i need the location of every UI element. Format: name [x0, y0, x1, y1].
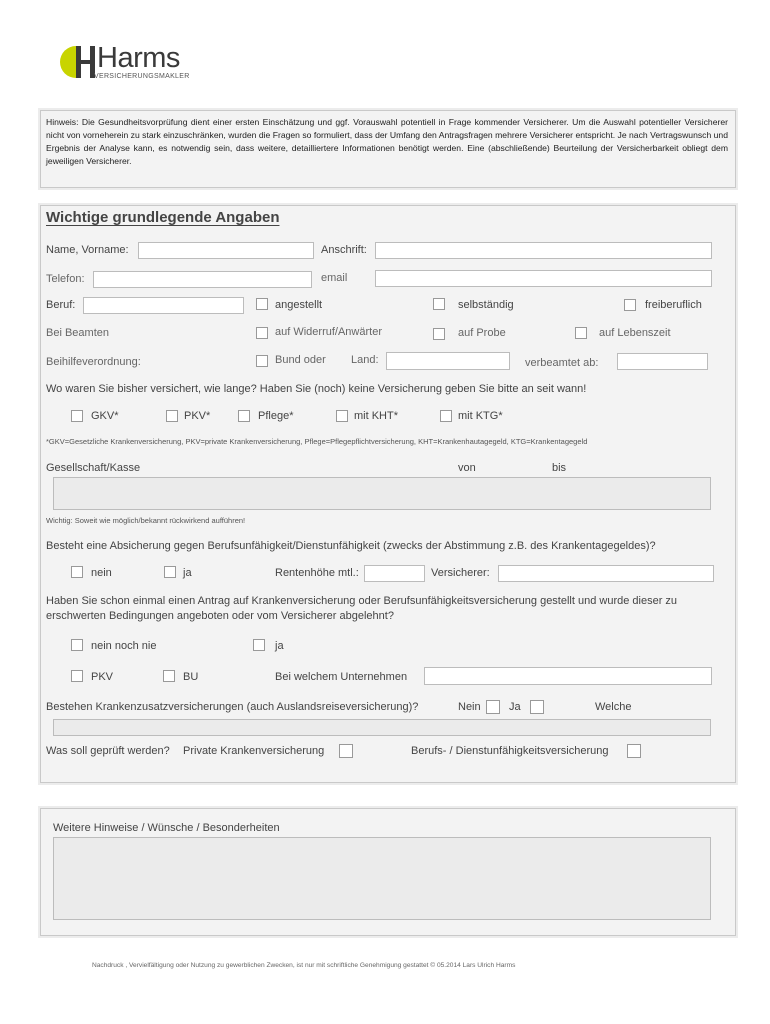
name-field[interactable] [138, 242, 314, 259]
bu-no-checkbox[interactable] [71, 566, 83, 578]
revocable-label: auf Widerruf/Anwärter [275, 326, 382, 338]
application-yes-checkbox[interactable] [253, 639, 265, 651]
insurer-label: Versicherer: [431, 567, 490, 579]
notes-field[interactable] [53, 837, 711, 920]
bu-yes-checkbox[interactable] [164, 566, 176, 578]
probation-checkbox[interactable] [433, 328, 445, 340]
aid-regulation-label: Beihilfeverordnung: [46, 356, 141, 368]
application-pkv-checkbox[interactable] [71, 670, 83, 682]
logo-name: Harms [97, 42, 180, 74]
federal-checkbox[interactable] [256, 355, 268, 367]
supplementary-yes-checkbox[interactable] [530, 700, 544, 714]
phone-field[interactable] [93, 271, 312, 288]
company-label: Gesellschaft/Kasse [46, 462, 141, 474]
kht-label: mit KHT* [354, 410, 398, 422]
care-label: Pflege* [258, 410, 294, 422]
care-checkbox[interactable] [238, 410, 250, 422]
application-yes-label: ja [275, 640, 284, 652]
freelance-checkbox[interactable] [624, 299, 636, 311]
freelance-label: freiberuflich [645, 299, 702, 311]
bu-question: Besteht eine Absicherung gegen Berufsunfähigkeit/Dienstunfähigkeit (zwecks der Abstimmung z.B. des Krankentagegeldes)? [46, 540, 656, 552]
harms-logo-icon [60, 44, 96, 80]
ktg-checkbox[interactable] [440, 410, 452, 422]
pkv-checkbox[interactable] [166, 410, 178, 422]
which-label: Welche [595, 701, 632, 713]
notes-title: Weitere Hinweise / Wünsche / Besonderheiten [53, 822, 280, 834]
pension-label: Rentenhöhe mtl.: [275, 567, 359, 579]
from-label: von [458, 462, 476, 474]
civil-servants-label: Bei Beamten [46, 327, 109, 339]
state-field[interactable] [386, 352, 510, 370]
employed-label: angestellt [275, 299, 323, 311]
ktg-label: mit KTG* [458, 410, 503, 422]
email-label: email [321, 272, 348, 284]
revocable-checkbox[interactable] [256, 327, 268, 339]
supplementary-no-checkbox[interactable] [486, 700, 500, 714]
never-checkbox[interactable] [71, 639, 83, 651]
application-bu-label: BU [183, 671, 199, 683]
employed-checkbox[interactable] [256, 298, 268, 310]
section-title: Wichtige grundlegende Angaben [46, 209, 280, 226]
bu-no-label: nein [91, 567, 112, 579]
federal-or-label: Bund oder [275, 354, 326, 366]
application-question: Haben Sie schon einmal einen Antrag auf Krankenversicherung oder Berufsunfähigkeitsversicherung gestellt und wurde dieser zu erschwerten Bedingungen angeboten oder vom Versicherer abgelehnt? [46, 595, 678, 622]
logo-subtitle: VERSICHERUNGSMAKLER [94, 73, 190, 80]
bu-yes-label: ja [183, 567, 192, 579]
supplementary-field[interactable] [53, 719, 711, 736]
which-company-label: Bei welchem Unternehmen [275, 671, 408, 683]
phone-label: Telefon: [46, 273, 85, 285]
application-bu-checkbox[interactable] [163, 670, 175, 682]
pension-field[interactable] [364, 565, 425, 582]
check-question: Was soll geprüft werden? [46, 745, 170, 757]
email-field[interactable] [375, 270, 712, 287]
never-label: nein noch nie [91, 640, 157, 652]
important-note: Wichtig: Soweit wie möglich/bekannt rückwirkend aufführen! [46, 516, 246, 525]
gkv-checkbox[interactable] [71, 410, 83, 422]
disability-checkbox[interactable] [627, 744, 641, 758]
tenured-since-field[interactable] [617, 353, 708, 370]
address-field[interactable] [375, 242, 712, 259]
tenured-since-label: verbeamtet ab: [525, 357, 599, 369]
supplementary-no-label: Nein [458, 701, 481, 713]
pkv-label: PKV* [184, 410, 211, 422]
self-employed-checkbox[interactable] [433, 298, 445, 310]
footer-copyright: Nachdruck , Vervielfältigung oder Nutzung zu gewerblichen Zwecken, ist nur mit schriftliche Genehmigung gestattet © 05.2014 Lars Ulrich Harms [92, 962, 516, 969]
supplementary-yes-label: Ja [509, 701, 521, 713]
lifetime-checkbox[interactable] [575, 327, 587, 339]
hint-text: Hinweis: Die Gesundheitsvorprüfung dient einer ersten Einschätzung und ggf. Vorauswahl potentiell in Frage kommender Versicherer. Um die Auswahl potentieller Versicherer nicht von vorneherein zu stark einzuschränken, wurden die Fragen so formuliert, dass der Umfang den Antragsfragen mehrere Versicherer entspricht. Je nach Vertragswunsch und Ergebnis der Analyse kann, es notwendig sein, dass weitere, detailliertere Informationen benötigt werden. Eine (abschließende) Beurteilung der Versicherbarkeit obliegt dem jeweiligen Versicherer. [46, 117, 728, 166]
probation-label: auf Probe [458, 327, 506, 339]
address-label: Anschrift: [321, 244, 367, 256]
which-company-field[interactable] [424, 667, 712, 685]
job-field[interactable] [83, 297, 244, 314]
private-health-checkbox[interactable] [339, 744, 353, 758]
gkv-label: GKV* [91, 410, 119, 422]
company-field[interactable] [53, 477, 711, 510]
to-label: bis [552, 462, 567, 474]
state-label: Land: [351, 354, 379, 366]
self-employed-label: selbständig [458, 299, 514, 311]
name-label: Name, Vorname: [46, 244, 129, 256]
insurance-footnote: *GKV=Gesetzliche Krankenversicherung, PKV=private Krankenversicherung, Pflege=Pflegepflichtversicherung, KHT=Krankenhautagegeld, KTG=Krankentagegeld [46, 437, 588, 446]
insured-question: Wo waren Sie bisher versichert, wie lange? Haben Sie (noch) keine Versicherung geben Sie bitte an seit wann! [46, 383, 587, 395]
application-pkv-label: PKV [91, 671, 114, 683]
disability-label: Berufs- / Dienstunfähigkeitsversicherung [411, 745, 609, 757]
private-health-label: Private Krankenversicherung [183, 745, 325, 757]
kht-checkbox[interactable] [336, 410, 348, 422]
insurer-field[interactable] [498, 565, 714, 582]
job-label: Beruf: [46, 299, 76, 311]
lifetime-label: auf Lebenszeit [599, 327, 671, 339]
supplementary-question: Bestehen Krankenzusatzversicherungen (auch Auslandsreiseversicherung)? [46, 701, 419, 713]
